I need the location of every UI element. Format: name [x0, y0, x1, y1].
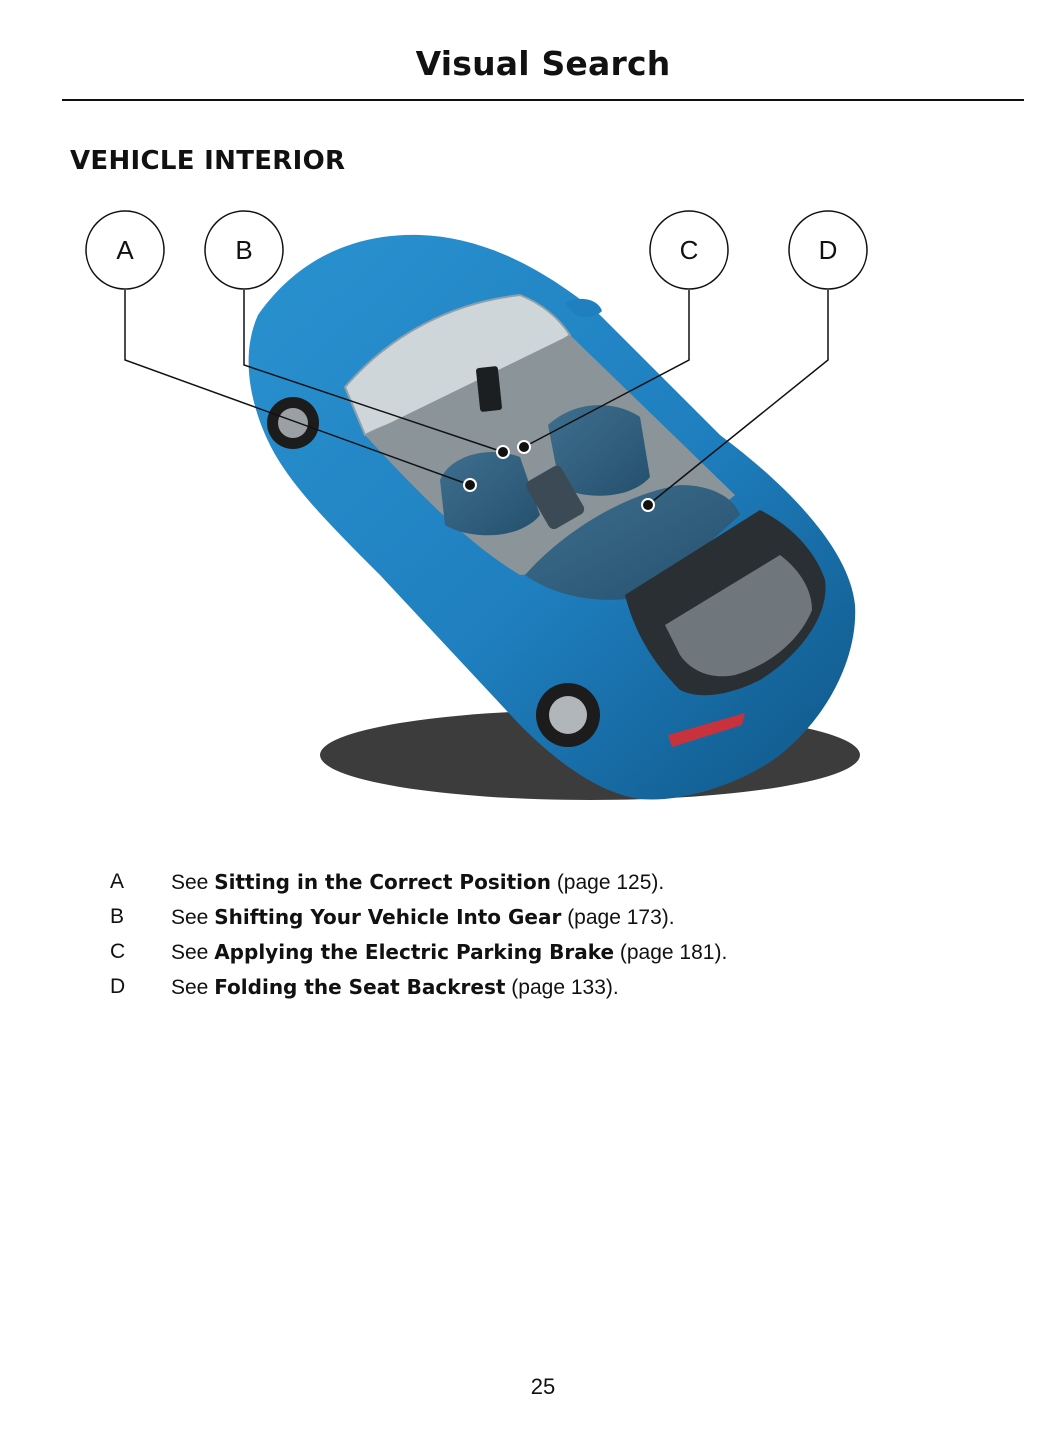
callout-a-dot — [464, 479, 476, 491]
legend-item-d — [0, 971, 1000, 1003]
page-number: 25 — [530, 1374, 556, 1399]
legend-link-title[interactable]: Shifting Your Vehicle Into Gear — [214, 905, 562, 929]
callout-b — [205, 211, 283, 289]
legend-prefix: See — [171, 906, 215, 929]
title-divider — [62, 99, 1024, 101]
legend-letter: D — [110, 975, 126, 998]
legend-text — [171, 901, 675, 934]
legend-link-title[interactable]: Applying the Electric Parking Brake — [214, 940, 615, 964]
callout-c-dot — [518, 441, 530, 453]
callout-d-dot — [642, 499, 654, 511]
rear-left-rim — [549, 696, 587, 734]
callout-c — [650, 211, 728, 289]
legend-letter: B — [110, 905, 125, 928]
vehicle-illustration — [0, 195, 1056, 825]
legend-link-title[interactable]: Folding the Seat Backrest — [214, 975, 506, 999]
legend-text — [171, 866, 664, 899]
legend-page-ref: (page 125). — [550, 871, 665, 894]
legend-item-c — [0, 936, 1000, 968]
section-heading: VEHICLE INTERIOR — [70, 146, 346, 176]
legend-letter: C — [110, 940, 126, 963]
callout-a-label: A — [116, 235, 134, 265]
legend-prefix: See — [171, 871, 215, 894]
callout-b-dot — [497, 446, 509, 458]
legend-text — [171, 971, 619, 1004]
center-screen — [476, 366, 502, 412]
front-left-rim — [278, 408, 308, 438]
legend-page-ref: (page 173). — [561, 906, 675, 929]
callout-b-label: B — [235, 235, 253, 265]
callout-d-label: D — [818, 235, 838, 265]
callout-c-label: C — [679, 235, 699, 265]
vehicle-interior-figure — [0, 195, 1056, 825]
legend-prefix: See — [171, 976, 215, 999]
legend-page-ref: (page 181). — [614, 941, 728, 964]
legend-item-a — [0, 866, 1000, 898]
callout-d — [789, 211, 867, 289]
legend-text — [171, 936, 727, 969]
legend-link-title[interactable]: Sitting in the Correct Position — [214, 870, 551, 894]
callout-a — [86, 211, 164, 289]
legend-prefix: See — [171, 941, 215, 964]
legend-letter: A — [110, 870, 125, 893]
legend-page-ref: (page 133). — [505, 976, 619, 999]
legend-item-b — [0, 901, 1000, 933]
page-title: Visual Search — [415, 44, 671, 83]
